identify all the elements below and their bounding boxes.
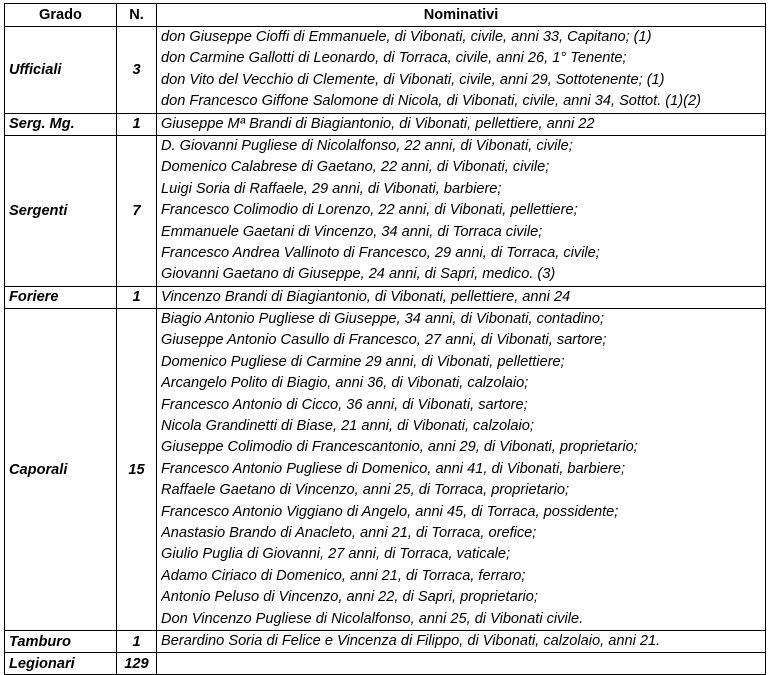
grade-cell: Serg. Mg. xyxy=(5,113,117,135)
names-cell xyxy=(157,135,766,286)
count-cell: 3 xyxy=(117,27,157,114)
name-entry: don Carmine Gallotti di Leonardo, di Torraca, civile, anni 26, 1° Tenente; xyxy=(161,50,627,67)
grade-cell: Legionari xyxy=(5,653,117,675)
grade-cell: Caporali xyxy=(5,309,117,631)
name-entry: Francesco Antonio Viggiano di Angelo, anni 45, di Torraca, possidente; xyxy=(161,503,619,520)
names-cell xyxy=(157,630,766,652)
names-cell xyxy=(157,113,766,135)
name-entry: Nicola Grandinetti di Biase, 21 anni, di Vibonati, calzolaio; xyxy=(161,418,534,435)
name-entry: D. Giovanni Pugliese di Nicolalfonso, 22 anni, di Vibonati, civile; xyxy=(161,137,573,154)
table-row xyxy=(5,309,766,631)
count-cell: 7 xyxy=(117,135,157,286)
name-entry: don Francesco Giffone Salomone di Nicola, di Vibonati, civile, anni 34, Sottot. (1)(2) xyxy=(161,93,701,110)
name-entry: Anastasio Brando di Anacleto, anni 21, di Torraca, orefice; xyxy=(161,524,537,541)
name-entry: don Vito del Vecchio di Clemente, di Vibonati, civile, anni 29, Sottotenente; (1) xyxy=(161,71,665,88)
name-entry: don Giuseppe Cioffi di Emmanuele, di Vibonati, civile, anni 33, Capitano; (1) xyxy=(161,29,652,45)
name-entry: Raffaele Gaetano di Vincenzo, anni 25, di Torraca, proprietario; xyxy=(161,482,570,499)
name-entry: Don Vincenzo Pugliese di Nicolalfonso, anni 25, di Vibonati civile. xyxy=(161,610,584,627)
count-cell: 1 xyxy=(117,630,157,652)
grade-cell: Sergenti xyxy=(5,135,117,286)
roster-body xyxy=(5,27,766,675)
name-entry: Giuseppe Colimodio di Francescantonio, anni 29, di Vibonati, proprietario; xyxy=(161,439,638,456)
name-entry: Francesco Andrea Vallinoto di Francesco, 29 anni, di Torraca, civile; xyxy=(161,244,600,261)
name-entry: Giulio Puglia di Giovanni, 27 anni, di Torraca, vaticale; xyxy=(161,546,511,563)
name-entry: Arcangelo Polito di Biagio, anni 36, di Vibonati, calzolaio; xyxy=(161,375,529,392)
name-entry: Giovanni Gaetano di Giuseppe, 24 anni, di Sapri, medico. (3) xyxy=(161,266,556,283)
name-entry: Francesco Antonio di Cicco, 36 anni, di Vibonati, sartore; xyxy=(161,396,528,413)
table-row xyxy=(5,27,766,114)
name-entry: Vincenzo Brandi di Biagiantonio, di Vibonati, pellettiere, anni 24 xyxy=(161,288,571,305)
grade-cell: Tamburo xyxy=(5,630,117,652)
name-entry: Francesco Antonio Pugliese di Domenico, anni 41, di Vibonati, barbiere; xyxy=(161,460,626,477)
name-entry: Domenico Pugliese di Carmine 29 anni, di Vibonati, pellettiere; xyxy=(161,353,565,370)
table-row xyxy=(5,286,766,308)
table-row xyxy=(5,630,766,652)
count-cell: 1 xyxy=(117,286,157,308)
table-row xyxy=(5,135,766,286)
roster-table xyxy=(4,3,766,675)
names-cell xyxy=(157,653,766,675)
header-grado: Grado xyxy=(5,4,117,27)
name-entry: Luigi Soria di Raffaele, 29 anni, di Vibonati, barbiere; xyxy=(161,180,502,197)
name-entry: Berardino Soria di Felice e Vincenza di Filippo, di Vibonati, calzolaio, anni 21. xyxy=(161,632,661,649)
name-entry: Adamo Ciriaco di Domenico, anni 21, di Torraca, ferraro; xyxy=(161,567,526,584)
name-entry: Giuseppe Mª Brandi di Biagiantonio, di Vibonati, pellettiere, anni 22 xyxy=(161,115,595,132)
name-entry: Giuseppe Antonio Casullo di Francesco, 27 anni, di Vibonati, sartore; xyxy=(161,332,607,349)
grade-cell: Ufficiali xyxy=(5,27,117,114)
count-cell: 15 xyxy=(117,309,157,631)
names-cell xyxy=(157,27,766,114)
name-entry: Emmanuele Gaetani di Vincenzo, 34 anni, di Torraca civile; xyxy=(161,223,543,240)
name-entry: Francesco Colimodio di Lorenzo, 22 anni, di Vibonati, pellettiere; xyxy=(161,202,578,219)
table-row xyxy=(5,653,766,675)
count-cell: 1 xyxy=(117,113,157,135)
grade-cell: Foriere xyxy=(5,286,117,308)
name-entry: Antonio Peluso di Vincenzo, anni 22, di Sapri, proprietario; xyxy=(161,589,538,606)
name-entry: Biagio Antonio Pugliese di Giuseppe, 34 anni, di Vibonati, contadino; xyxy=(161,311,604,328)
names-cell xyxy=(157,286,766,308)
names-cell xyxy=(157,309,766,631)
count-cell: 129 xyxy=(117,653,157,675)
header-row xyxy=(5,4,766,27)
header-n: N. xyxy=(117,4,157,27)
name-entry: Domenico Calabrese di Gaetano, 22 anni, di Vibonati, civile; xyxy=(161,159,550,176)
table-row xyxy=(5,113,766,135)
header-nominativi: Nominativi xyxy=(157,4,766,27)
